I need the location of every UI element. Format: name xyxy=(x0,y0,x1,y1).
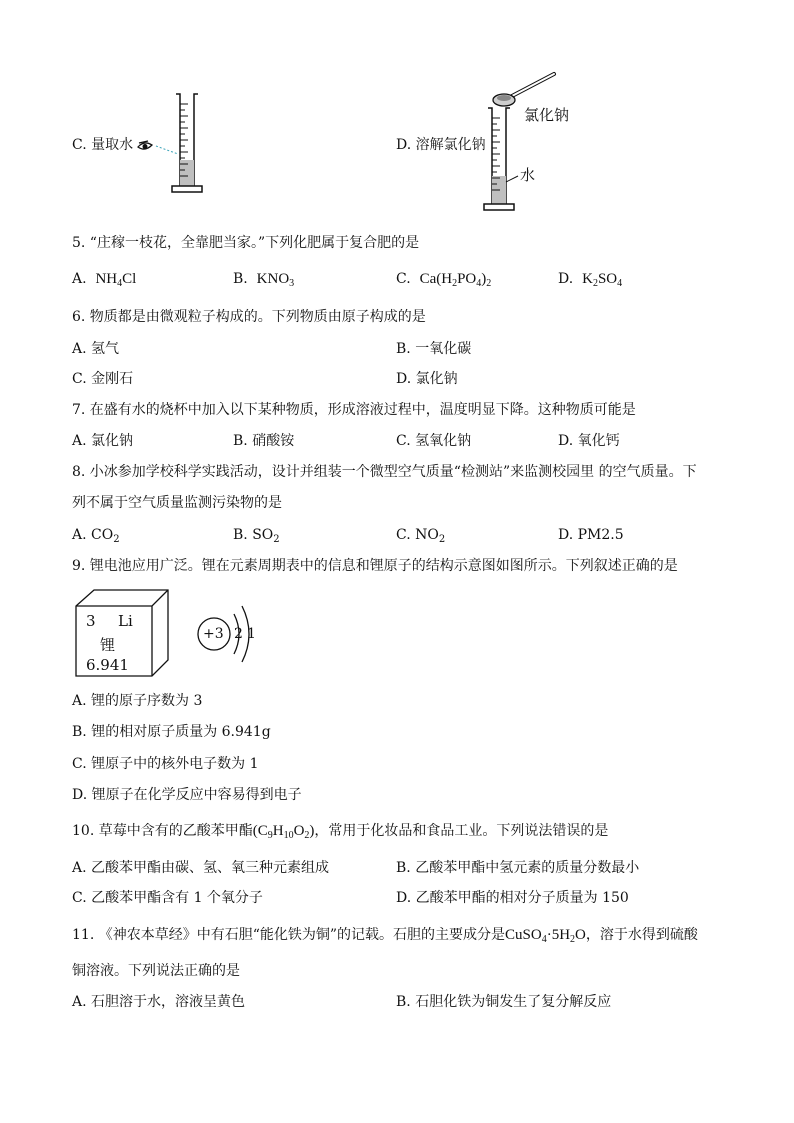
element-name: 锂 xyxy=(100,636,116,654)
element-mass: 6.941 xyxy=(86,656,129,674)
q10-option-d: D. 乙酸苯甲酯的相对分子质量为 150 xyxy=(396,890,629,906)
q6-option-d: D. 氯化钠 xyxy=(396,371,458,387)
q8-option-b: B. $SO_2$ xyxy=(233,527,280,545)
q8-option-a: A. $CO_2$ xyxy=(72,527,120,545)
q9-option-b: B. 锂的相对原子质量为 6.941g xyxy=(72,724,271,740)
q7-option-a: A. 氯化钠 xyxy=(72,433,134,449)
q4-water-label: 水 xyxy=(520,166,536,184)
q4-option-c-label: C. 量取水 xyxy=(72,137,134,153)
q10-stem: 10. 草莓中含有的乙酸苯甲酯$(C_9H_{10}O_2)$，常用于化妆品和食品工业。下列说法错误的是 xyxy=(72,823,609,841)
q6-stem: 6. 物质都是由微观粒子构成的。下列物质由原子构成的是 xyxy=(72,309,426,325)
q6-option-b: B. 一氧化碳 xyxy=(396,341,472,357)
q4-option-d-label: D. 溶解氯化钠 xyxy=(396,137,486,153)
element-number: 3 xyxy=(86,612,96,630)
q5-option-c: C. $Ca(H_2PO_4)_2$ xyxy=(396,271,492,289)
q7-option-d: D. 氧化钙 xyxy=(558,433,620,449)
atom-shell-2: 1 xyxy=(247,626,256,642)
q10-option-c: C. 乙酸苯甲酯含有 1 个氧分子 xyxy=(72,890,263,906)
q8-stem-line2: 列不属于空气质量监测污染物的是 xyxy=(72,495,282,511)
q11-option-b: B. 石胆化铁为铜发生了复分解反应 xyxy=(396,994,612,1010)
q6-option-a: A. 氢气 xyxy=(72,341,120,357)
atom-nucleus-charge: +3 xyxy=(203,626,224,642)
q7-option-b: B. 硝酸铵 xyxy=(233,433,295,449)
q9-option-a: A. 锂的原子序数为 3 xyxy=(72,693,203,709)
atom-shell-1: 2 xyxy=(234,626,243,642)
q5-option-d: D. $K_2SO_4$ xyxy=(558,271,623,289)
q8-option-d: D. PM2.5 xyxy=(558,527,624,543)
q10-option-a: A. 乙酸苯甲酯由碳、氢、氧三种元素组成 xyxy=(72,860,330,876)
element-symbol: Li xyxy=(118,612,133,630)
q6-option-c: C. 金刚石 xyxy=(72,371,134,387)
q7-option-c: C. 氢氧化钠 xyxy=(396,433,472,449)
q9-option-d: D. 锂原子在化学反应中容易得到电子 xyxy=(72,787,302,803)
q4-spoon-label: 氯化钠 xyxy=(524,106,570,124)
q11-stem-line2: 铜溶液。下列说法正确的是 xyxy=(72,963,240,979)
q5-option-b: B. $KNO_3$ xyxy=(233,271,295,289)
q11-stem-line1: 11. 《神农本草经》中有石胆“能化铁为铜”的记载。石胆的主要成分是$CuSO_4\cdot 5H_2O$，溶于水得到硫酸 xyxy=(72,927,698,945)
q5-option-a: A. $NH_4Cl$ xyxy=(72,271,137,289)
graduated-cylinder-c xyxy=(150,90,210,200)
q5-stem: 5. “庄稼一枝花，全靠肥当家。”下列化肥属于复合肥的是 xyxy=(72,235,420,251)
q8-stem-line1: 8. 小冰参加学校科学实践活动，设计并组装一个微型空气质量“检测站”来监测校园里 的空气质量。下 xyxy=(72,464,697,480)
q10-option-b: B. 乙酸苯甲酯中氢元素的质量分数最小 xyxy=(396,860,640,876)
q8-option-c: C. $NO_2$ xyxy=(396,527,446,545)
q9-option-c: C. 锂原子中的核外电子数为 1 xyxy=(72,756,259,772)
q11-option-a: A. 石胆溶于水，溶液呈黄色 xyxy=(72,994,246,1010)
q9-stem: 9. 锂电池应用广泛。锂在元素周期表中的信息和锂原子的结构示意图如图所示。下列叙述正确的是 xyxy=(72,558,678,574)
spoon-icon xyxy=(490,70,560,110)
q7-stem: 7. 在盛有水的烧杯中加入以下某种物质，形成溶液过程中，温度明显下降。这种物质可能是 xyxy=(72,402,636,418)
graduated-cylinder-d xyxy=(484,106,524,218)
